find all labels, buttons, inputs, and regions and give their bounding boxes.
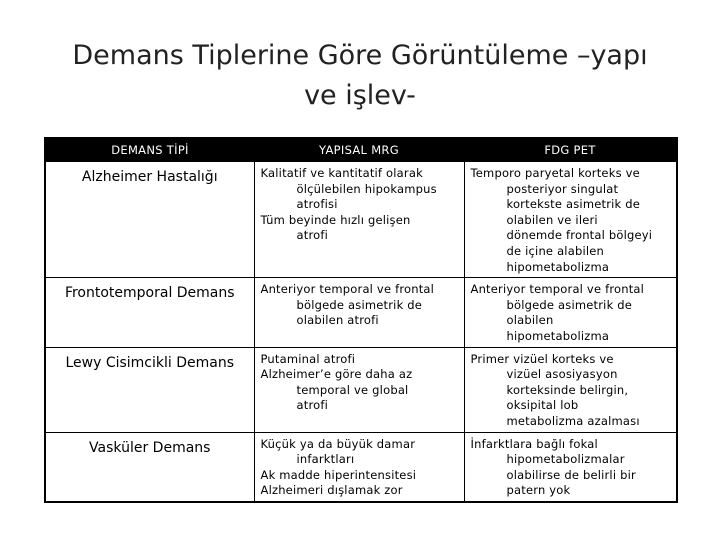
cell-text-line: Anteriyor temporal ve frontal	[260, 282, 435, 297]
cell-text-line: posteriyor singulat	[506, 181, 619, 196]
cell-text-line: Putaminal atrofi	[260, 351, 356, 366]
slide-title-line-2: ve işlev-	[304, 80, 416, 111]
cell-text-line: bölgede asimetrik de	[296, 297, 423, 312]
slide-title	[30, 36, 690, 116]
structural-mri-cell	[254, 347, 464, 432]
fdg-pet-cell	[464, 278, 677, 347]
cell-text-line: olabilen atrofi	[296, 313, 379, 328]
cell-text-line: Alzheimer’e göre daha az	[260, 367, 413, 382]
cell-text-line: hipometabolizma	[506, 259, 610, 274]
cell-text-line: ölçülebilen hipokampus	[296, 181, 437, 196]
cell-text-line: dönemde frontal bölgeyi	[506, 228, 653, 243]
dementia-type-cell: Frontotemporal Demans	[45, 278, 254, 347]
table-row	[45, 278, 677, 347]
cell-text-line: vizüel asosiyasyon	[506, 367, 618, 382]
cell-text-line: Temporo paryetal korteks ve	[470, 166, 640, 180]
cell-text-line: Anteriyor temporal ve frontal	[470, 282, 645, 297]
cell-text-line: olabilirse de belirli bir	[506, 467, 636, 482]
cell-text-line: Alzheimeri dışlamak zor	[260, 483, 403, 498]
cell-text-line: bölgede asimetrik de	[506, 297, 633, 312]
dementia-type-cell: Vasküler Demans	[45, 432, 254, 502]
fdg-pet-cell	[464, 162, 677, 278]
cell-text-line: olabilen	[506, 313, 554, 328]
cell-text-line: hipometabolizmalar	[506, 452, 625, 467]
structural-mri-cell	[254, 278, 464, 347]
cell-text-line: oksipital lob	[506, 398, 579, 413]
cell-text-line: atrofi	[296, 228, 329, 243]
cell-text-line: Küçük ya da büyük damar	[260, 436, 416, 451]
table-row	[45, 162, 677, 278]
slide-title-line-1: Demans Tiplerine Göre Görüntüleme –yapı	[72, 40, 648, 71]
header-fdg-pet: FDG PET	[464, 138, 677, 162]
header-structural-mri: YAPISAL MRG	[254, 138, 464, 162]
table-row	[45, 432, 677, 502]
cell-text-line: kortekste asimetrik de	[506, 197, 641, 212]
cell-text-line: Kalitatif ve kantitatif olarak	[260, 166, 423, 180]
fdg-pet-cell	[464, 347, 677, 432]
header-row	[45, 138, 677, 162]
cell-text-line: temporal ve global	[296, 382, 409, 397]
cell-text-line: hipometabolizma	[506, 328, 610, 343]
dementia-type-cell: Alzheimer Hastalığı	[45, 162, 254, 278]
dementia-imaging-table	[44, 137, 678, 503]
table-header	[45, 138, 677, 162]
cell-text-line: korteksinde belirgin,	[506, 382, 629, 397]
fdg-pet-cell	[464, 432, 677, 502]
cell-text-line: Tüm beyinde hızlı gelişen	[260, 212, 411, 227]
cell-text-line: olabilen ve ileri	[506, 212, 598, 227]
cell-text-line: infarktları	[296, 452, 355, 467]
structural-mri-cell	[254, 162, 464, 278]
cell-text-line: de içine alabilen	[506, 243, 605, 258]
cell-text-line: metabolizma azalması	[506, 413, 640, 428]
structural-mri-cell	[254, 432, 464, 502]
cell-text-line: atrofisi	[296, 197, 338, 212]
table-row	[45, 347, 677, 432]
cell-text-line: Ak madde hiperintensitesi	[260, 467, 417, 482]
header-dementia-type: DEMANS TİPİ	[45, 138, 254, 162]
cell-text-line: atrofi	[296, 398, 329, 413]
cell-text-line: İnfarktlara bağlı fokal	[470, 436, 598, 451]
table-body	[45, 162, 677, 502]
cell-text-line: patern yok	[506, 483, 571, 498]
cell-text-line: Primer vizüel korteks ve	[470, 351, 614, 366]
dementia-type-cell: Lewy Cisimcikli Demans	[45, 347, 254, 432]
